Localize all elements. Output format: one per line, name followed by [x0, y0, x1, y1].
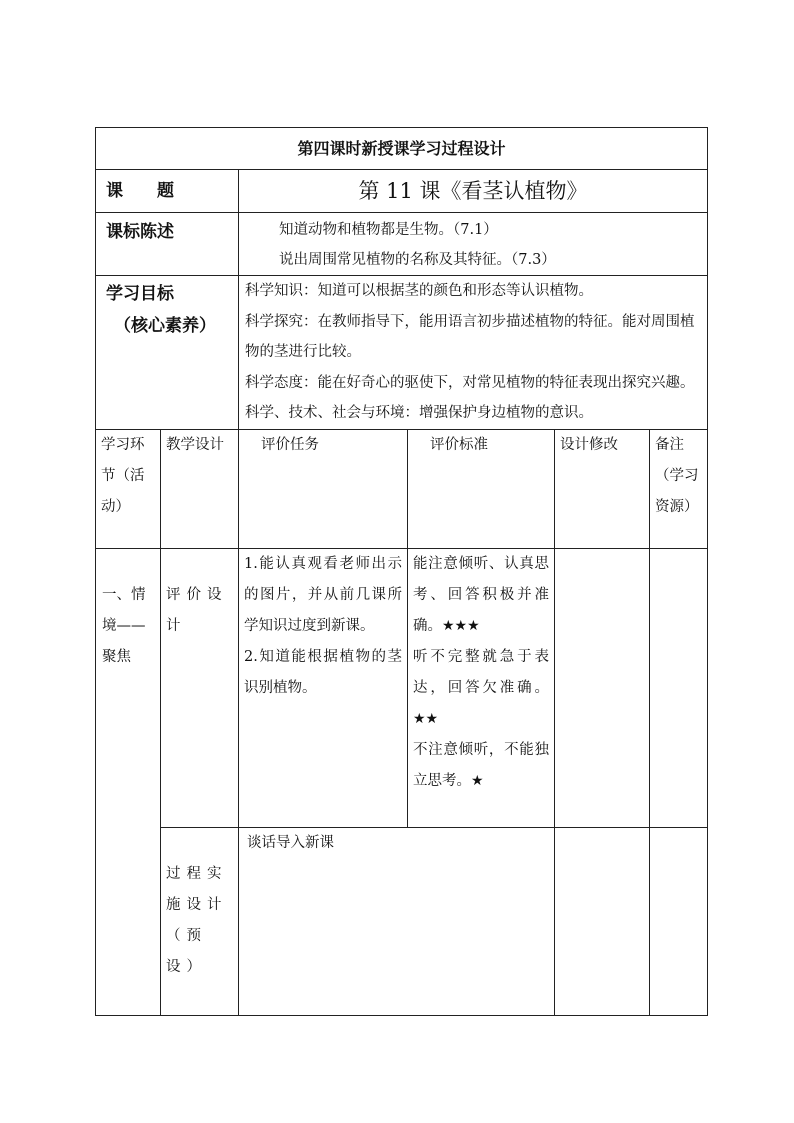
header-stage: 学习环节（活动）: [96, 429, 161, 548]
standard-item: 知道动物和植物都是生物。（7.1）: [279, 222, 498, 238]
goals-content: [239, 276, 708, 430]
standard-item: 说出周围常见植物的名称及其特征。（7.3）: [279, 252, 556, 268]
process-label: 过程实施设计（预设）: [161, 827, 239, 1015]
goal-item: 科学、技术、社会与环境：增强保护身边植物的意识。: [245, 405, 593, 421]
header-notes: 备注（学习资源）: [650, 429, 708, 548]
criteria-item: 不注意倾听，不能独立思考。★: [413, 741, 549, 789]
eval-task-item: 2.知道能根据植物的茎识别植物。: [244, 648, 402, 696]
star-rating: ★★★: [442, 617, 480, 634]
eval-criteria: [408, 548, 555, 827]
process-notes-cell: [650, 827, 708, 1015]
criteria-item: 能注意倾听、认真思考、回答积极并准确。★★★: [413, 555, 549, 634]
goal-item: 科学知识：知道可以根据茎的颜色和形态等认识植物。: [245, 283, 593, 299]
header-task: 评价任务: [239, 429, 408, 548]
eval-revision-cell: [555, 548, 650, 827]
star-rating: ★★: [413, 710, 439, 727]
goal-item: 科学态度：能在好奇心的驱使下，对常见植物的特征表现出探究兴趣。: [245, 374, 695, 391]
topic-label: 课 题: [96, 170, 239, 213]
goals-label: [96, 276, 239, 430]
eval-tasks: [239, 548, 408, 827]
header-criteria: 评价标准: [408, 429, 555, 548]
eval-notes-cell: [650, 548, 708, 827]
standard-statements: [239, 213, 708, 276]
goal-item: 科学探究：在教师指导下，能用语言初步描述植物的特征。能对周围植物的茎进行比较。: [245, 313, 695, 360]
goals-sublabel: （核心素养）: [114, 316, 216, 336]
criteria-item: 听不完整就急于表达，回答欠准确。★★: [413, 648, 549, 727]
process-revision-cell: [555, 827, 650, 1015]
header-revision: 设计修改: [555, 429, 650, 548]
process-text: 谈话导入新课: [239, 827, 555, 1015]
table-title: 第四课时新授课学习过程设计: [96, 128, 708, 170]
topic-value: 第 11 课《看茎认植物》: [239, 170, 708, 213]
header-design: 教学设计: [161, 429, 239, 548]
standard-label: 课标陈述: [96, 213, 239, 276]
eval-design-label: 评价设计: [161, 548, 239, 827]
stage-name: 一、情境——聚焦: [96, 548, 161, 1015]
star-rating: ★: [471, 772, 484, 789]
eval-task-item: 1.能认真观看老师出示的图片，并从前几课所学知识过度到新课。: [244, 555, 402, 634]
lesson-design-table: [95, 127, 708, 1016]
goals-title: 学习目标: [106, 284, 174, 304]
